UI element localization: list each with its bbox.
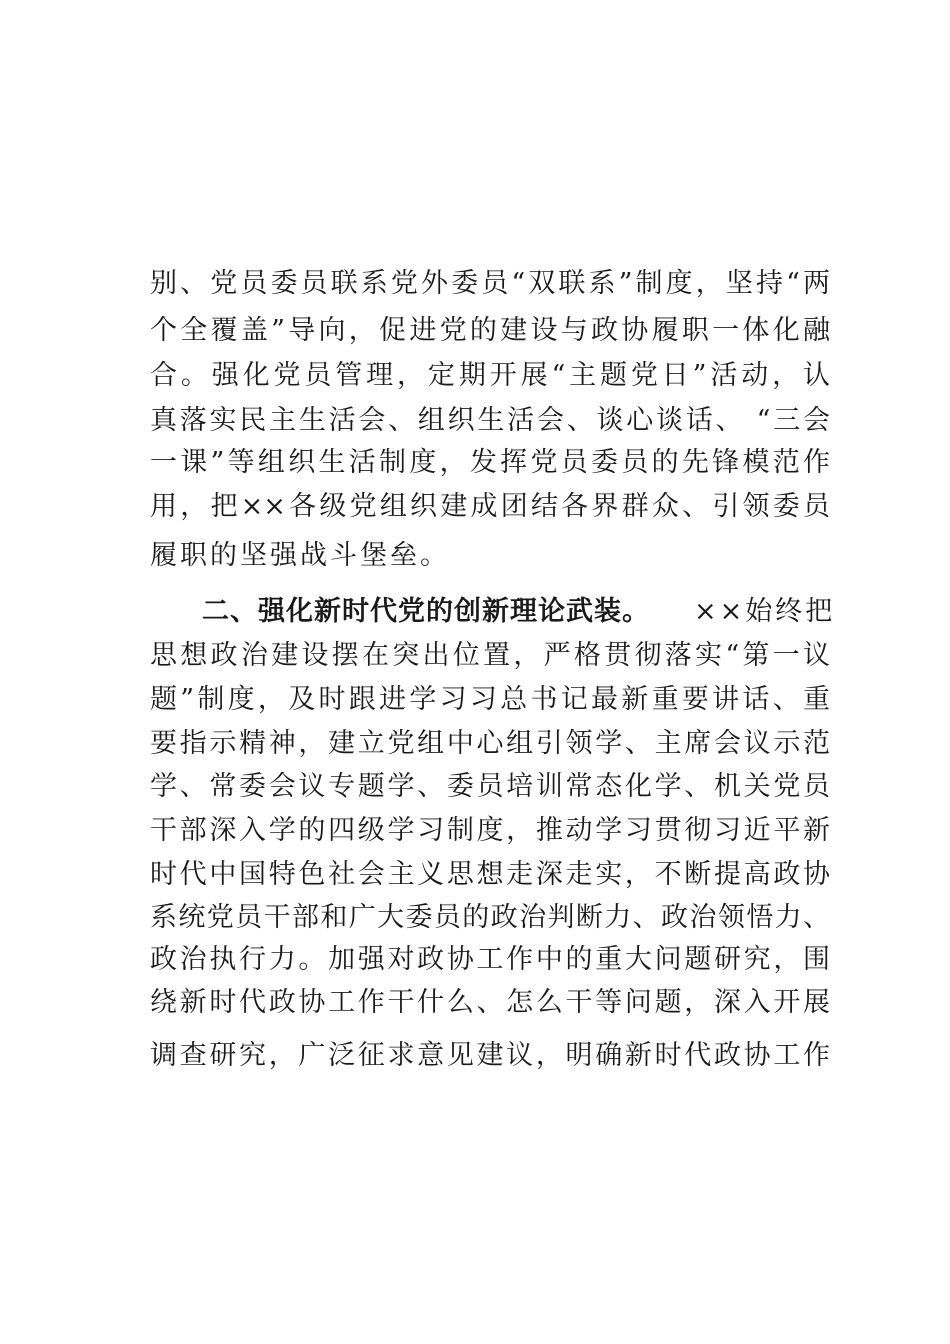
paragraph-line: 个全覆盖”导向，促进党的建设与政协履职一体化融	[150, 315, 830, 346]
section-heading: 二、强化新时代党的创新理论武装。	[202, 596, 650, 627]
paragraph-line: 合。强化党员管理，定期开展“主题党日”活动，认	[150, 360, 830, 391]
section-heading-line	[202, 594, 836, 630]
paragraph-line: 别、党员委员联系党外委员“双联系”制度，坚持“两	[150, 268, 830, 299]
paragraph-line: 用，把××各级党组织建成团结各界群众、引领委员	[150, 491, 830, 522]
heading-line-rest: ××始终把	[694, 596, 836, 627]
paragraph-line: 干部深入学的四级学习制度，推动学习贯彻习近平新	[150, 815, 830, 846]
paragraph-line: 政治执行力。加强对政协工作中的重大问题研究，围	[150, 944, 830, 975]
paragraph-line: 题”制度，及时跟进学习习总书记最新重要讲话、重	[150, 684, 830, 715]
paragraph-last-line: 履职的坚强战斗堡垒。	[150, 540, 450, 571]
paragraph-line: 思想政治建设摆在突出位置，严格贯彻落实“第一议	[150, 640, 830, 671]
paragraph-line: 学、常委会议专题学、委员培训常态化学、机关党员	[150, 771, 830, 802]
paragraph-line: 调查研究，广泛征求意见建议，明确新时代政协工作	[150, 1040, 830, 1071]
paragraph-line: 要指示精神，建立党组中心组引领学、主席会议示范	[150, 728, 830, 759]
paragraph-line: 一课”等组织生活制度，发挥党员委员的先锋模范作	[150, 447, 830, 478]
paragraph-line: 时代中国特色社会主义思想走深走实，不断提高政协	[150, 859, 830, 890]
paragraph-line: 系统党员干部和广大委员的政治判断力、政治领悟力、	[150, 902, 830, 933]
paragraph-line: 真落实民主生活会、组织生活会、谈心谈话、 “三会	[150, 405, 830, 436]
paragraph-line: 绕新时代政协工作干什么、怎么干等问题，深入开展	[150, 987, 830, 1018]
